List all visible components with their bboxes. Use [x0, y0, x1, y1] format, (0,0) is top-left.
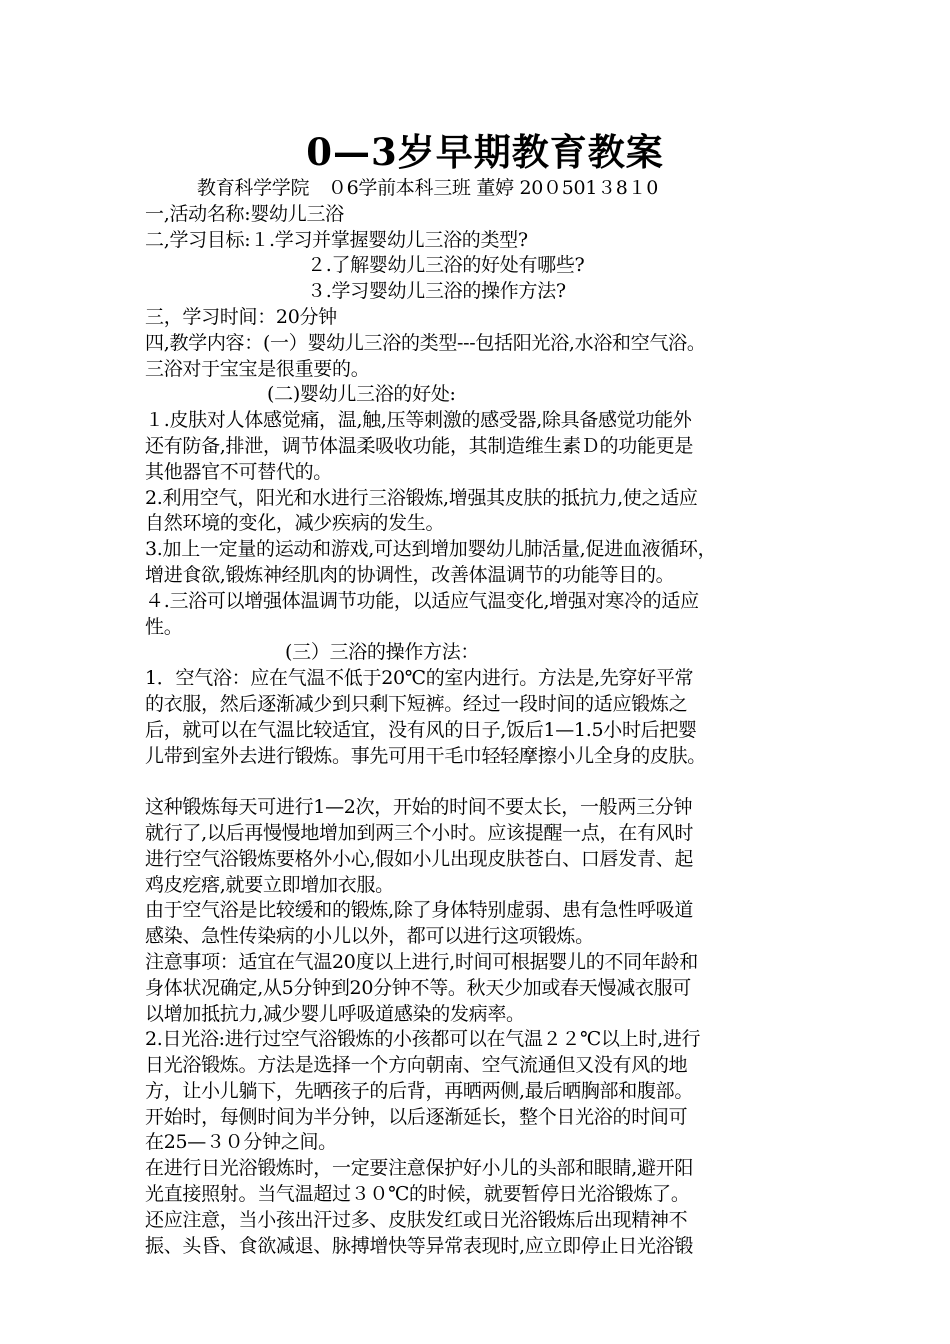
text-line: 2.日光浴:进行过空气浴锻炼的小孩都可以在气温２２℃以上时,进行 — [145, 1028, 701, 1051]
text-line: 其他器官不可替代的。 — [145, 460, 333, 483]
text-line: 一,活动名称:婴幼儿三浴 — [145, 202, 344, 225]
text-line: 光直接照射。当气温超过３０℃的时候，就要暂停日光浴锻炼了。 — [145, 1183, 690, 1206]
text-line: 儿带到室外去进行锻炼。事先可用干毛巾轻轻摩擦小儿全身的皮肤。 — [145, 744, 707, 767]
section-heading: (二)婴幼儿三浴的好处: — [267, 383, 456, 406]
blank-line — [145, 769, 825, 795]
text-line: 3.加上一定量的运动和游戏,可达到增加婴幼儿肺活量,促进血液循环， — [145, 538, 717, 561]
text-line: 以增加抵抗力,减少婴儿呼吸道感染的发病率。 — [145, 1002, 525, 1025]
document-title: 0—3岁早期教育教案 — [306, 130, 664, 174]
text-line: 注意事项：适宜在气温20度以上进行,时间可根据婴儿的不同年龄和 — [145, 950, 698, 973]
text-line: 三浴对于宝宝是很重要的。 — [145, 357, 370, 380]
text-line: 由于空气浴是比较缓和的锻炼,除了身体特别虚弱、患有急性呼吸道 — [145, 899, 694, 922]
text-line: 方，让小儿躺下，先晒孩子的后背，再晒两侧,最后晒胸部和腹部。 — [145, 1079, 694, 1102]
text-line: 还有防备,排泄，调节体温柔吸收功能，其制造维生素Ｄ的功能更是 — [145, 434, 694, 457]
text-line: 在进行日光浴锻炼时，一定要注意保护好小儿的头部和眼睛,避开阳 — [145, 1157, 694, 1180]
text-line: 鸡皮疙瘩,就要立即增加衣服。 — [145, 873, 394, 896]
text-line: 这种锻炼每天可进行1—2次，开始的时间不要太长，一般两三分钟 — [145, 796, 693, 819]
author-line: 教育科学学院 ０6学前本科三班 董婷 20０501３8１0 — [197, 177, 659, 199]
text-line: 进行空气浴锻炼要格外小心,假如小儿出现皮肤苍白、口唇发青、起 — [145, 847, 694, 870]
text-line: 日光浴锻炼。方法是选择一个方向朝南、空气流通但又没有风的地 — [145, 1054, 688, 1077]
text-line: 四,教学内容：(一）婴幼儿三浴的类型---包括阳光浴,水浴和空气浴。 — [145, 331, 706, 354]
text-line: 1．空气浴：应在气温不低于20℃的室内进行。方法是,先穿好平常 — [145, 667, 694, 690]
text-line: 三，学习时间：20分钟 — [145, 305, 337, 328]
text-line: 感染、急性传染病的小儿以外，都可以进行这项锻炼。 — [145, 925, 594, 948]
section-heading: (三）三浴的操作方法： — [285, 641, 480, 664]
text-line: 在25—３０分钟之间。 — [145, 1131, 337, 1154]
text-line: ２.了解婴幼儿三浴的好处有哪些? — [307, 254, 585, 277]
text-line: 的衣服，然后逐渐减少到只剩下短裤。经过一段时间的适应锻炼之 — [145, 692, 688, 715]
text-line: 就行了,以后再慢慢地增加到两三个小时。应该提醒一点，在有风时 — [145, 821, 694, 844]
text-line: 开始时，每侧时间为半分钟，以后逐渐延长，整个日光浴的时间可 — [145, 1105, 688, 1128]
text-line: 身体状况确定,从5分钟到20分钟不等。秋天少加或春天慢减衣服可 — [145, 976, 692, 999]
text-line: 振、头昏、食欲减退、脉搏增快等异常表现时,应立即停止日光浴锻 — [145, 1234, 694, 1257]
text-line: 自然环境的变化，减少疾病的发生。 — [145, 512, 445, 535]
text-line: 2.利用空气，阳光和水进行三浴锻炼,增强其皮肤的抵抗力,使之适应 — [145, 486, 698, 509]
text-line: 后，就可以在气温比较适宜，没有风的日子,饭后1—1.5小时后把婴 — [145, 718, 697, 741]
text-line: 二,学习目标:１.学习并掌握婴幼儿三浴的类型? — [145, 228, 528, 251]
text-line: ４.三浴可以增强体温调节功能，以适应气温变化,增强对寒冷的适应 — [145, 589, 699, 612]
document-page — [145, 128, 825, 1259]
text-line: 性。 — [145, 615, 183, 638]
text-line: 还应注意，当小孩出汗过多、皮肤发红或日光浴锻炼后出现精神不 — [145, 1208, 688, 1231]
text-line: １.皮肤对人体感觉痛，温,触,压等刺激的感受器,除具备感觉功能外 — [145, 409, 692, 432]
text-line: 增进食欲,锻炼神经肌肉的协调性，改善体温调节的功能等目的。 — [145, 563, 675, 586]
text-line: ３.学习婴幼儿三浴的操作方法? — [307, 280, 566, 303]
